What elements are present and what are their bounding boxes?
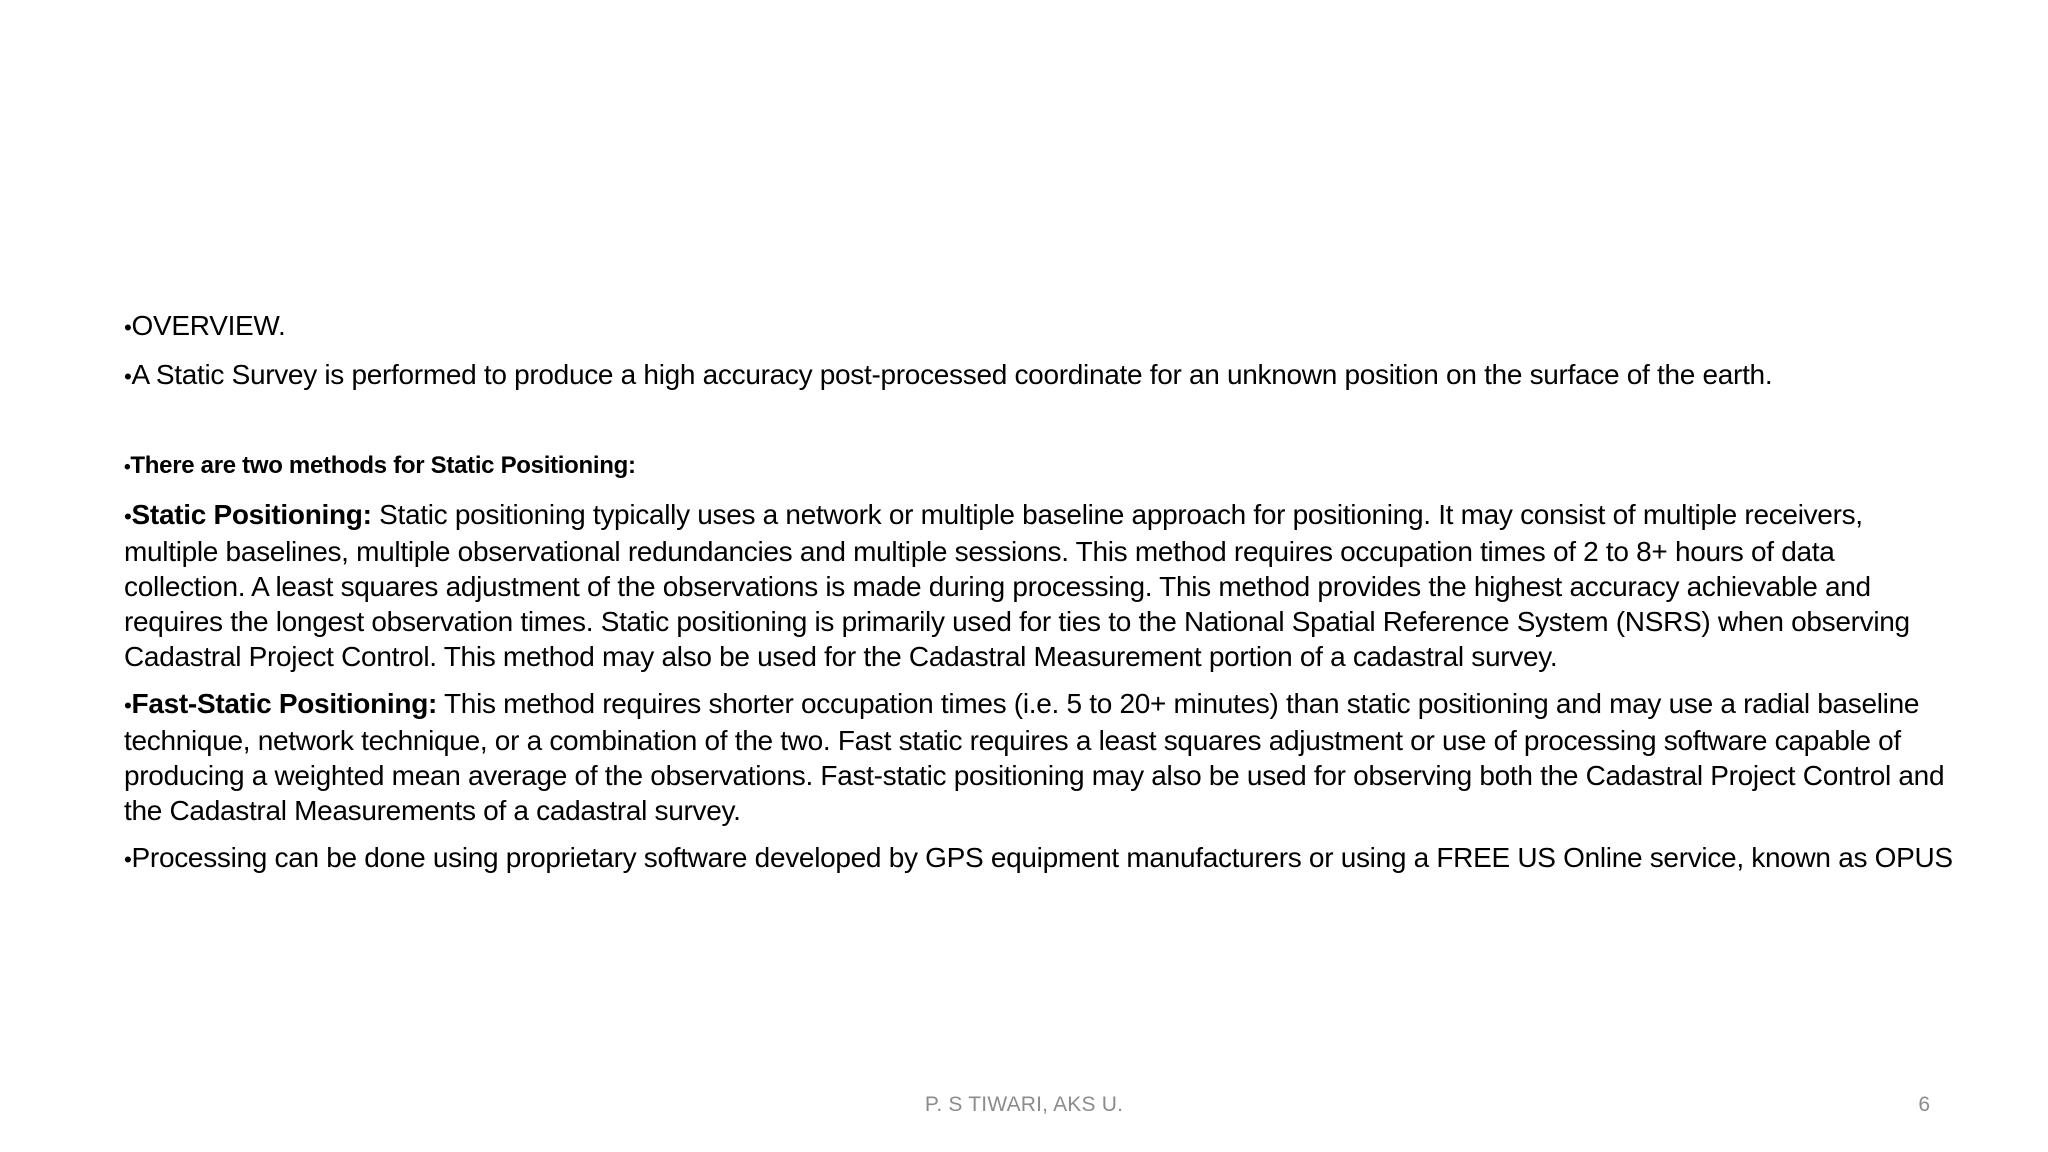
processing-bullet <box>124 840 1956 877</box>
footer-authors: P. S TIWARI, AKS U. <box>924 1093 1124 1116</box>
fast-static-positioning-bullet <box>124 686 1956 828</box>
intro-bullet <box>124 357 1956 394</box>
static-positioning-bullet <box>124 497 1956 674</box>
bullet-marker: • <box>124 364 132 389</box>
methods-heading <box>124 451 1956 483</box>
overview-bullet <box>124 308 1956 345</box>
overview-text: OVERVIEW. <box>131 310 286 341</box>
bullet-marker: • <box>124 847 132 872</box>
bullet-marker: • <box>124 504 132 529</box>
bullet-marker: • <box>124 315 132 340</box>
intro-text: A Static Survey is performed to produce a high accuracy post-processed coordinate for an unknown position on the surface of the earth. <box>131 359 1773 390</box>
processing-text: Processing can be done using proprietary software developed by GPS equipment manufacturers or using a FREE US Online service, known as OPUS <box>131 842 1953 873</box>
fast-static-positioning-text: This method requires shorter occupation times (i.e. 5 to 20+ minutes) than static positioning and may use a radial baseline technique, network technique, or a combination of the two. Fast static requires a least squares adjustment or use of processing software capable of producing a weighted mean average of the observations. Fast-static positioning may also be used for observing both the Cadastral Project Control and the Cadastral Measurements of a cadastral survey. <box>124 688 1945 826</box>
bullet-marker: • <box>124 693 132 718</box>
static-positioning-text: Static positioning typically uses a network or multiple baseline approach for positioning. It may consist of multiple receivers, multiple baselines, multiple observational redundancies and multiple sessions. This method requires occupation times of 2 to 8+ hours of data collection. A least squares adjustment of the observations is made during processing. This method provides the highest accuracy achievable and requires the longest observation times. Static positioning is primarily used for ties to the National Spatial Reference System (NSRS) when observing Cadastral Project Control. This method may also be used for the Cadastral Measurement portion of a cadastral survey. <box>124 499 1910 672</box>
page-number: 6 <box>1918 1093 1930 1116</box>
methods-heading-text: There are two methods for Static Positioning: <box>130 452 636 479</box>
static-positioning-label: Static Positioning: <box>131 499 372 530</box>
fast-static-positioning-label: Fast-Static Positioning: <box>131 688 438 719</box>
bullet-marker: • <box>124 457 131 478</box>
slide-content <box>124 308 1956 877</box>
